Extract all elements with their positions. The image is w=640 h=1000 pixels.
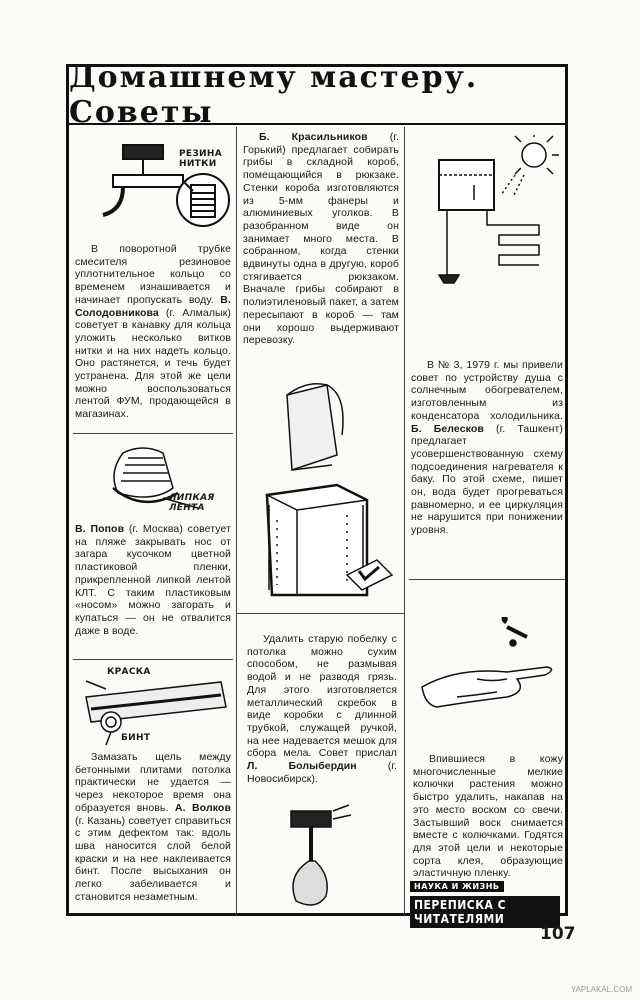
watermark: YAPLAKAL.COM bbox=[570, 985, 632, 994]
rubber-thread-label: РЕЗИНА НИТКИ bbox=[179, 149, 222, 169]
page-title: Домашнему мастеру. Советы bbox=[69, 60, 479, 130]
tip-mushroom-box-text: Б. Красильников (г. Горький) предлагает собирать грибы в складной короб, помещающийся в рюкзаке. Стенки короба изготовляются из 5-мм фанеры и алюминиевых уголков. В разобранном виде он занимает много места. В собранном, когда стенки вдвинуты одна в другую, короб стягивается рюкзаком. Вначале грибы собирают в полиэтиленовый пакет, а затем пересыпают в короб — там они хорошо выдерживают перевозку. bbox=[243, 131, 399, 347]
tip-solar-shower-text: В № 3, 1979 г. мы привели совет по устройству душа с солнечным обогревателем, изготовленным из конденсатора холодильника. Б. Белесков (г. Ташкент) предлагает усовершенствованную схему подсоединения нагревателя к баку. По этой схеме, пишет он, вода будет прогреваться равномерно, и ее циркуляция не нарушится при понижении уровня. bbox=[411, 359, 563, 537]
tip-thorns-text: Впившиеся в кожу многочисленные мелкие колючки растения можно быстро удалить, накапав на это место воском со свечи. Застывший воск снимается вместе с колючками. Годятся для этой цели и некоторые сорта клея, образующие эластичную пленку. bbox=[413, 753, 563, 880]
mushroom-box-illustration bbox=[247, 375, 397, 605]
column-divider bbox=[236, 127, 237, 913]
sticky-tape-label: ЛИПКАЯ ЛЕНТА bbox=[169, 493, 215, 513]
ceiling-crack-illustration bbox=[81, 677, 231, 747]
tip-faucet-text: В поворотной трубке смесителя резиновое уплотнительное кольцо со временем изнашивается и начинает пропускать воду. В. Солодовникова (г. Алмалык) советует в канавку для кольца уложить несколько витков нитки и на них надеть кольцо. Оно растянется, и течь будет устранена. Для этой же цели можно воспользоваться лентой ФУМ, продающейся в магазинах. bbox=[75, 243, 231, 421]
tip-nose-text: В. Попов (г. Москва) советует на пляже закрывать нос от загара кусочком цветной пластиковой пленки, прикрепленной липкой лентой КЛТ. С таким пластиковым «носом» можно загорать и купаться — он не отвалится даже в воде. bbox=[75, 523, 231, 637]
magazine-name: НАУКА И ЖИЗНЬ bbox=[410, 881, 504, 892]
page-number: 107 bbox=[540, 924, 576, 944]
section-name: ПЕРЕПИСКА С ЧИТАТЕЛЯМИ bbox=[410, 896, 560, 928]
title-bar bbox=[69, 60, 565, 130]
tip-crack-text: Замазать щель между бетонными плитами потолка практически не удается — через некоторое время она образуется вновь. А. Волков (г. Казань) советует справиться с этим дефектом так: вдоль шва наносится слой белой краски и на нее наклеивается бинт. После высыхания он легко забеливается и становится незаметным. bbox=[75, 751, 231, 903]
solar-shower-illustration bbox=[419, 135, 559, 295]
section-divider bbox=[237, 613, 405, 614]
scraper-illustration bbox=[271, 801, 371, 911]
hand-candle-illustration bbox=[417, 617, 565, 727]
column-2 bbox=[241, 127, 401, 913]
magazine-logo bbox=[410, 876, 560, 928]
section-divider bbox=[409, 579, 565, 580]
column-3 bbox=[409, 127, 565, 913]
column-1 bbox=[73, 127, 233, 913]
bandage-label: БИНТ bbox=[121, 733, 151, 743]
page-frame bbox=[66, 60, 568, 916]
section-divider bbox=[73, 659, 233, 660]
column-divider bbox=[404, 127, 405, 913]
paint-label: КРАСКА bbox=[107, 667, 151, 677]
tip-whitewash-text: Удалить старую побелку с потолка можно сухим способом, не размывая водой и не разводя грязь. Для этого изготовляется металлический скребок в виде коробки с длинной трубкой, служащей ручкой, на нее надевается мешок для сбора мела. Совет прислал Л. Болыбердин (г. Новосибирск). bbox=[247, 633, 397, 785]
section-divider bbox=[73, 433, 233, 434]
